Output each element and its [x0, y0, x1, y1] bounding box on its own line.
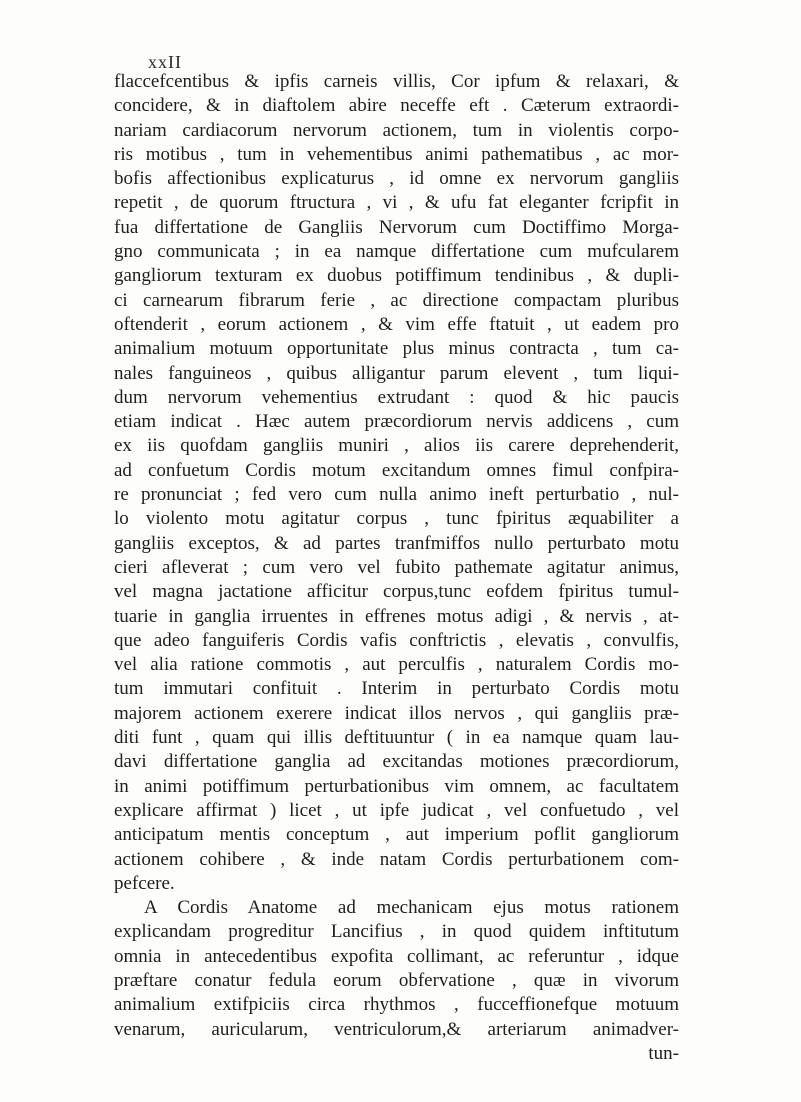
text-line: ex iis quofdam gangliis muniri , alios iis carere deprehenderit,	[114, 435, 679, 457]
text-line: nariam cardiacorum nervorum actionem, tum in violentis corpo-	[114, 119, 679, 141]
text-line: bofis affectionibus explicaturus , id omne ex nervorum gangliis	[114, 168, 679, 190]
text-line: præftare conatur fedula eorum obfervatione , quæ in vivorum	[114, 969, 679, 991]
text-line: in animi potiffimum perturbationibus vim omnem, ac facultatem	[114, 775, 679, 797]
text-line: ad confuetum Cordis motum excitandum omnes fimul confpira-	[114, 459, 679, 481]
text-line: davi differtatione ganglia ad excitandas motiones præcordiorum,	[114, 751, 679, 773]
text-line: tuarie in ganglia irruentes in effrenes motus adigi , & nervis , at-	[114, 605, 679, 627]
text-line: gno communicata ; in ea namque differtatione cum mufcularem	[114, 241, 679, 263]
text-line: venarum, auricularum, ventriculorum,& arteriarum animadver-	[114, 1018, 679, 1040]
text-line: ci carnearum fibrarum ferie , ac directione compactam pluribus	[114, 289, 679, 311]
text-line: explicandam progreditur Lancifius , in quod quidem inftitutum	[114, 921, 679, 943]
text-line: cieri afleverat ; cum vero vel fubito pathemate agitatur animus,	[114, 556, 679, 578]
text-line: majorem actionem exerere indicat illos nervos , qui gangliis præ-	[114, 702, 679, 724]
text-line: tum immutari confituit . Interim in perturbato Cordis motu	[114, 678, 679, 700]
text-line: animalium extifpiciis circa rhythmos , fucceffionefque motuum	[114, 994, 679, 1016]
text-line: vel magna jactatione afficitur corpus,tunc eofdem fpiritus tumul-	[114, 581, 679, 603]
catchword: tun-	[648, 1042, 679, 1064]
text-line: gangliis exceptos, & ad partes tranfmiffos nullo perturbato motu	[114, 532, 679, 554]
text-line: actionem cohibere , & inde natam Cordis perturbationem com-	[114, 848, 679, 870]
text-line: explicare affirmat ) licet , ut ipfe judicat , vel confuetudo , vel	[114, 799, 679, 821]
text-line: diti funt , quam qui illis deftituuntur ( in ea namque quam lau-	[114, 727, 679, 749]
text-line: dum nervorum vehementius extrudant : quod & hic paucis	[114, 386, 679, 408]
text-line: re pronunciat ; fed vero cum nulla animo ineft perturbatio , nul-	[114, 484, 679, 506]
body-text	[114, 70, 679, 1066]
text-line: vel alia ratione commotis , aut perculfis , naturalem Cordis mo-	[114, 654, 679, 676]
text-line: gangliorum texturam ex duobus potiffimum tendinibus , & dupli-	[114, 265, 679, 287]
paragraph-end-line: pefcere.	[114, 872, 175, 894]
text-line: repetit , de quorum ftructura , vi , & ufu fat eleganter fcripfit in	[114, 192, 679, 214]
text-line: que adeo fanguiferis Cordis vafis conftrictis , elevatis , convulfis,	[114, 629, 679, 651]
text-line: nales fanguineos , quibus alligantur parum elevent , tum liqui-	[114, 362, 679, 384]
paragraph-start-line: A Cordis Anatome ad mechanicam ejus motus rationem	[144, 897, 679, 919]
text-line: ris motibus , tum in vehementibus animi pathematibus , ac mor-	[114, 143, 679, 165]
text-line: flaccefcentibus & ipfis carneis villis, Cor ipfum & relaxari, &	[114, 71, 679, 92]
text-line: anticipatum mentis conceptum , aut imperium poflit gangliorum	[114, 824, 679, 846]
text-line: animalium motuum opportunitate plus minus contracta , tum ca-	[114, 338, 679, 360]
text-line: etiam indicat . Hæc autem præcordiorum nervis addicens , cum	[114, 411, 679, 433]
text-line: oftenderit , eorum actionem , & vim effe ftatuit , ut eadem pro	[114, 313, 679, 335]
page-number: xxII	[148, 52, 182, 72]
text-line: omnia in antecedentibus expofita collimant, ac referuntur , idque	[114, 945, 679, 967]
text-line: concidere, & in diaftolem abire neceffe eft . Cæterum extraordi-	[114, 95, 679, 117]
text-line: lo violento motu agitatur corpus , tunc fpiritus æquabiliter a	[114, 508, 679, 530]
text-line: fua differtatione de Gangliis Nervorum cum Doctiffimo Morga-	[114, 216, 679, 238]
